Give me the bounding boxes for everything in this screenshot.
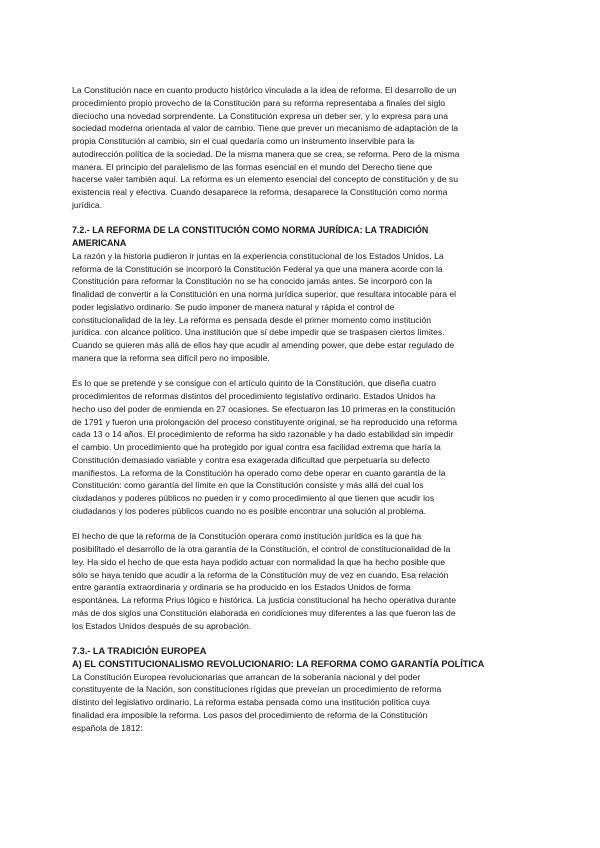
text-line: propia Constitución al cambio, sin el cual quedaría como un instrumento inservible para la xyxy=(72,136,415,146)
section-7-2-heading xyxy=(72,224,532,250)
intro-paragraph xyxy=(72,84,532,212)
subsection-a-heading xyxy=(72,658,532,671)
text-line: Cuando se quieren más allá de ellos hay que acudir al amending power, que debe estar regulado de xyxy=(72,340,455,350)
text-line: Constitución: como garantía del límite en que la Constitución consiste y más allá del cual los xyxy=(72,480,424,491)
text-line: finalidad era imposible la reforma. Los pasos del procedimiento de reforma de la Constitución xyxy=(72,709,428,720)
text-line: finalidad de convertir a la Constitución en una norma jurídica superior, que resultara intocable para el xyxy=(72,289,457,299)
text-line: existencia real y efectiva. Cuando desaparece la reforma, desaparece la Constitución como norma xyxy=(72,187,448,197)
section-7-3-heading xyxy=(72,645,532,658)
heading-line: AMERICANA xyxy=(72,238,127,248)
text-line: hacerse valer también aquí. La reforma es un elemento esencial del concepto de constitución y de su xyxy=(72,174,458,185)
text-line: La Constitución Europea revolucionarias que arrancan de la soberanía nacional y del poder xyxy=(72,671,421,682)
text-line: española de 1812: xyxy=(72,722,143,733)
heading-line: A) EL CONSTITUCIONALISMO REVOLUCIONARIO: LA REFORMA COMO GARANTÍA POLÍTICA xyxy=(72,658,485,669)
text-line: El hecho de que la reforma de la Constitución operara como institución jurídica es la que ha xyxy=(72,531,422,542)
paragraph-spacer xyxy=(72,212,532,225)
text-line: jurídica. con alcance político. Una institución que sí debe impedir que se traspasen ciertos límites. xyxy=(72,327,445,338)
text-line: manera que la reforma sea difícil pero no imposible. xyxy=(72,352,270,363)
text-line: posibilitado el desarrollo de la otra garantía de la Constitución, el control de constitucionalidad de la xyxy=(72,544,451,554)
text-line: jurídica. xyxy=(72,199,103,210)
section-7-2-paragraph-3 xyxy=(72,530,532,632)
text-line: cada 13 o 14 años. El procedimiento de reforma ha sido razonable y ha dado estabilidad sin impedir xyxy=(72,429,454,440)
text-line: ciudadanos y poderes públicos no pueden ir y como procedimiento al que tienen que acudir los xyxy=(72,493,435,503)
text-line: ciudadanos y los poderes públicos cuando no es posible encontrar una solución al problema. xyxy=(72,505,427,516)
paragraph-spacer xyxy=(72,518,532,531)
paragraph-spacer xyxy=(72,365,532,378)
text-line: de 1791 y fueron una prolongación del proceso constituyente original, se ha reproducido una reforma xyxy=(72,416,458,427)
text-line: Constitución para reformar la Constitución no se ha conocido jamás antes. Se incorporó con la xyxy=(72,276,433,287)
text-line: los Estados Unidos después de su aprobación. xyxy=(72,620,252,631)
text-line: procedimientos de reformas distintos del procedimiento legislativo ordinario. Estados Unidos ha xyxy=(72,391,436,401)
text-line: ley. Ha sido el hecho de que esta haya podido actuar con normalidad la que ha hecho posible que xyxy=(72,556,445,567)
text-line: hecho uso del poder de enmienda en 27 ocasiones. Se efectuaron las 10 primeras en la constitución xyxy=(72,403,456,414)
text-line: reforma de la Constitución se incorporó la Constitución Federal ya que una manera acorde con la xyxy=(72,263,443,274)
section-7-2-paragraph-2 xyxy=(72,377,532,517)
subsection-a-paragraph xyxy=(72,671,532,735)
document-page xyxy=(72,84,532,734)
text-line: autodirección política de la sociedad. De la misma manera que se crea, se reforma. Pero de la misma xyxy=(72,148,460,159)
text-line: entre garantía extraordinaria y ordinaria se ha producido en los Estados Unidos de forma xyxy=(72,582,411,593)
text-line: sociedad moderna orientada al valor de cambio. Tiene que prever un mecanismo de adaptación de la xyxy=(72,123,459,134)
heading-line: 7.2.- LA REFORMA DE LA CONSTITUCIÓN COMO NORMA JURÍDICA: LA TRADICIÓN xyxy=(72,225,429,236)
section-7-2-paragraph-1 xyxy=(72,250,532,365)
text-line: manera. El principio del paralelismo de las formas esencial en el mundo del Derecho tiene que xyxy=(72,161,433,172)
text-line: dieciocho una novedad sorprendente. La Constitución expresa un deber ser, y lo expresa para una xyxy=(72,110,448,121)
text-line: distinto del legislativo ordinario. La reforma estaba pensada como una institución política cuya xyxy=(72,697,430,707)
heading-line: 7.3.- LA TRADICIÓN EUROPEA xyxy=(72,646,207,656)
text-line: sólo se haya tenido que acudir a la reforma de la Constitución muy de vez en cuando. Esa relación xyxy=(72,569,449,580)
text-line: procedimiento propio provecho de la Constitución para su reforma representaba a finales del siglo xyxy=(72,97,446,108)
paragraph-spacer xyxy=(72,632,532,645)
text-line: manifiestos. La reforma de la Constitución ha operado como debe operar en cuanto garantía de la xyxy=(72,467,446,478)
text-line: poder legislativo ordinario. Se pudo imponer de manera natural y rápida el control de xyxy=(72,301,395,312)
text-line: La razón y la historia pudieron ir juntas en la experiencia constitucional de los Estados Unidos. La xyxy=(72,250,444,261)
text-line: el cambio. Un procedimiento que ha protegido por igual contra esa facilidad extrema que haría la xyxy=(72,442,441,452)
text-line: constitucionalidad de la ley. La reforma es pensada desde el primer momento como institución xyxy=(72,314,432,325)
text-line: constituyente de la Nación, son constituciones rígidas que preveían un procedimiento de reforma xyxy=(72,684,442,695)
text-line: Constitución demasiado variable y contra esa exagerada dificultad que perpetuaría su defecto xyxy=(72,454,430,465)
text-line: espontánea. La reforma Prius lógico e histórica. La justicia constitucional ha hecho operativa durante xyxy=(72,595,457,605)
text-line: La Constitución nace en cuanto producto histórico vinculada a la idea de reforma. El desarrollo de un xyxy=(72,85,457,95)
text-line: más de dos siglos una Constitución elaborada en condiciones muy diferentes a las que fueron las de xyxy=(72,607,456,618)
text-line: Es lo que se pretende y se consigue con el artículo quinto de la Constitución, que diseña cuatro xyxy=(72,378,437,389)
